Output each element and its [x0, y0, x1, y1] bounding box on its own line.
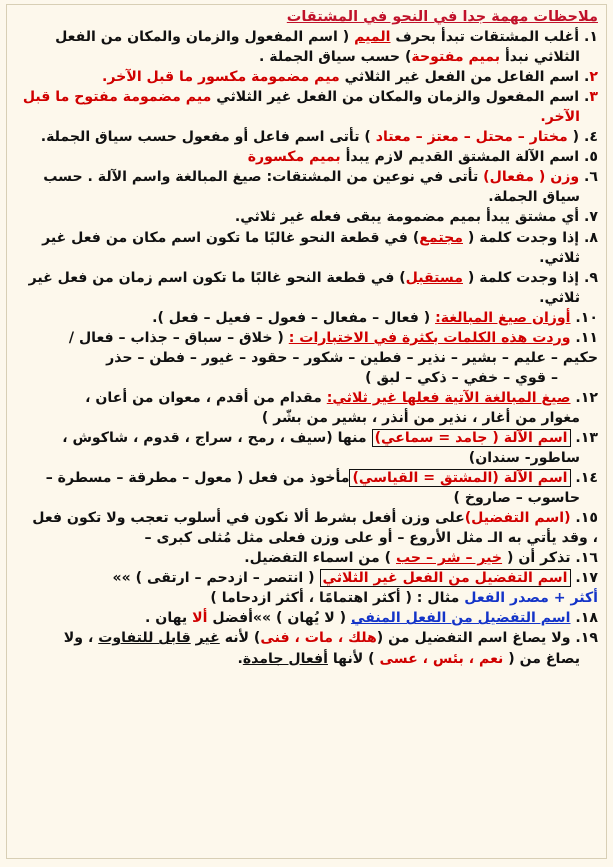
note-text: إذا وجدت كلمة (	[462, 229, 580, 246]
highlight-red: ميم مضمومة مكسور ما قبل الآخر.	[102, 69, 340, 86]
note-text: غير	[195, 630, 220, 647]
note-text: تأتى في نوعين من المشتقات: صيغ المبالغة واسم الآلة . حسب	[43, 169, 484, 186]
note-text: أفضل	[207, 610, 253, 627]
note-19: ١٩. ولا يصاغ اسم التفضيل من (هلك ، مات ، فنى) لأنه غير قابل للتفاوت ، ولا	[63, 630, 598, 647]
note-15-cont: ، وقد يأتي به الـ مثل الأروع – أو على وزن فعلى مثل مُثلى كبرى –	[144, 530, 598, 547]
note-text: إذا وجدت كلمة (	[462, 269, 580, 286]
note-text: .	[237, 650, 243, 667]
note-12-cont: مغوار من أغار ، نذير من أنذر ، بشير من بشّر )	[261, 409, 580, 426]
note-17-cont	[13, 588, 598, 608]
note-number: ٢	[589, 69, 598, 86]
highlight-blue: اسم التفضيل من الفعل المنفي	[350, 610, 571, 627]
note-number: ١١	[580, 329, 598, 346]
note-text: مقدام من أقدم ، معوان من أعان ،	[85, 389, 327, 406]
note-1: ١. أغلب المشتقات تبدأ بحرف الميم ( اسم المفعول والزمان والمكان من الفعل	[55, 29, 598, 46]
note-text: ) حسب سياق الجملة .	[259, 49, 412, 66]
highlight-red: هلك ، مات ، فنى	[260, 630, 377, 647]
highlight-red: نعم ، بئس ، عسى	[379, 650, 504, 667]
note-number: ١٤	[580, 470, 598, 487]
note-11: ١١. وردت هذه الكلمات بكثرة في الاختبارات : ( خلاق – سباق – جذاب – فعال /	[68, 329, 598, 346]
highlight-red: بميم مفتوحة	[411, 49, 501, 66]
note-19-cont	[13, 649, 598, 669]
note-17: ١٧. اسم التفضيل من الفعل غير الثلاثي ( انتصر – ازدحم – ارتقى ) »»	[112, 570, 598, 587]
note-13: ١٣. اسم الآلة ( جامد = سماعي) منها (سيف ، رمح ، سراج ، قدوم ، شاكوش ،	[62, 429, 598, 446]
note-text: ) في قطعة النحو غالبًا ما تكون اسم مكان من فعل غير	[42, 229, 420, 246]
note-2: ٢. اسم الفاعل من الفعل غير الثلاثي ميم مضمومة مكسور ما قبل الآخر.	[102, 69, 598, 86]
note-3: ٣. اسم المفعول والزمان والمكان من الفعل غير الثلاثي ميم مضمومة مفتوح ما قبل	[22, 89, 598, 106]
note-text: يهان .	[145, 610, 193, 627]
note-text: اسم المفعول والزمان والمكان من الفعل غير الثلاثي	[211, 89, 580, 106]
note-text: ) من اسماء التفضيل.	[244, 550, 396, 567]
highlight-red: مجتمع	[419, 229, 463, 246]
highlight-red: الميم	[354, 29, 391, 46]
note-text: أي مشتق يبدأ بميم مضمومة يبقى فعله غير ثلاثي.	[234, 209, 580, 226]
highlight-red: صيغ المبالغة الآتية فعلها غير ثلاثي:	[326, 389, 571, 406]
note-11-cont2: – قوي – خفي – ذكي – لبق )	[365, 369, 558, 386]
note-4: ٤. ( مختار – محتل – معتز – معتاد ) تأتى اسم فاعل أو مفعول حسب سياق الجملة.	[40, 129, 598, 146]
note-8-cont: ثلاثي.	[539, 249, 580, 266]
highlight-red: وزن ( مفعال)	[483, 169, 580, 186]
highlight-red: اسم التفضيل من الفعل غير الثلاثي	[320, 569, 571, 587]
note-18: ١٨. اسم التفضيل من الفعل المنفي ( لا يُهان ) »»أفضل ألا يهان .	[145, 610, 598, 627]
note-number: ١	[589, 29, 598, 46]
note-5: ٥. اسم الآلة المشتق القديم لازم يبدأ بميم مكسورة	[247, 149, 598, 166]
note-text: على وزن أفعل بشرط ألا نكون في أسلوب تعجب ولا تكون فعل	[32, 510, 465, 527]
note-3-cont: الآخر.	[540, 109, 580, 126]
note-text: ، ولا	[63, 630, 99, 647]
note-15: ١٥. (اسم التفضيل)على وزن أفعل بشرط ألا نكون في أسلوب تعجب ولا تكون فعل	[32, 510, 598, 527]
note-text: أغلب المشتقات تبدأ بحرف	[390, 29, 580, 46]
note-text: ( فعال – مفعال – فعول – فعيل – فعل ).	[152, 309, 436, 326]
note-16: ١٦. تذكر أن ( خير – شر – حب ) من اسماء التفضيل.	[244, 550, 598, 567]
note-text: ولا يصاغ اسم التفضيل من (	[376, 630, 571, 647]
note-text: منها (سيف ، رمح ، سراج ، قدوم ، شاكوش ،	[62, 429, 372, 446]
note-13-cont: ساطور- سندان)	[468, 450, 580, 467]
note-9: ٩. إذا وجدت كلمة ( مستقبل) في قطعة النحو غالبًا ما تكون اسم زمان من فعل غير	[28, 269, 598, 286]
note-number: ٤	[589, 129, 598, 146]
highlight-red: بميم مكسورة	[247, 149, 341, 166]
note-number: ٦	[589, 169, 598, 186]
note-text: ( لا يُهان ) »»	[252, 610, 351, 627]
note-text: ) لأنها	[327, 650, 380, 667]
note-text: مأخوذ من فعل ( معول – مطرقة – مسطرة –	[45, 470, 350, 487]
note-text: (	[567, 129, 580, 146]
note-number: ٣	[589, 89, 598, 106]
note-number: ٧	[589, 209, 598, 226]
note-text: ( خلاق – سباق – جذاب – فعال /	[68, 329, 289, 346]
note-number: ١٠	[580, 309, 598, 326]
highlight-blue: أكثر + مصدر الفعل	[464, 590, 598, 607]
highlight-red: اسم الآلة ( جامد = سماعي)	[372, 429, 571, 447]
highlight-red: أوزان صيغ المبالغة:	[435, 309, 571, 326]
note-text: مثال : ( أكثر اهتمامًا ، أكثر ازدحاما )	[210, 590, 465, 607]
note-9-cont: ثلاثي.	[539, 289, 580, 306]
highlight-red: (اسم التفضيل)	[464, 510, 571, 527]
note-number: ١٨	[580, 610, 598, 627]
note-text: الثلاثي نبدأ	[500, 49, 580, 66]
note-11-cont: حكيم – عليم – بشير – نذير – فطين – شكور – حقود – غيور – فطن – حذر	[106, 349, 598, 366]
note-12: ١٢. صيغ المبالغة الآتية فعلها غير ثلاثي: مقدام من أقدم ، معوان من أعان ،	[85, 389, 598, 406]
note-number: ١٥	[580, 510, 598, 527]
note-text: ( اسم المفعول والزمان والمكان من الفعل	[55, 29, 355, 46]
note-text: ( انتصر – ازدحم – ارتقى ) »»	[112, 570, 320, 587]
note-6-cont: سياق الجملة.	[488, 189, 580, 206]
note-text: ) تأتى اسم فاعل أو مفعول حسب سياق الجملة.	[40, 129, 376, 146]
note-7: ٧. أي مشتق يبدأ بميم مضمومة يبقى فعله غير ثلاثي.	[234, 209, 598, 226]
highlight-red: وردت هذه الكلمات بكثرة في الاختبارات :	[288, 329, 571, 346]
note-number: ٥	[589, 149, 598, 166]
note-number: ١٦	[580, 550, 598, 567]
note-1-cont	[13, 47, 598, 67]
note-text: اسم الآلة المشتق القديم لازم يبدأ	[340, 149, 580, 166]
highlight-red: خير – شر – حب	[395, 550, 503, 567]
note-text: أفعال جامدة	[242, 650, 328, 667]
note-number: ٨	[589, 229, 598, 246]
notes-page	[6, 4, 607, 859]
highlight-red: ميم مضمومة مفتوح ما قبل	[22, 89, 212, 106]
note-14-cont: حاسوب – صاروخ )	[453, 490, 580, 507]
highlight-red: مستقبل	[405, 269, 463, 286]
page-title: ملاحظات مهمة جدا في النحو في المشتقات	[286, 9, 598, 25]
note-text: ) لأنه	[219, 630, 261, 647]
note-6: ٦. وزن ( مفعال) تأتى في نوعين من المشتقات: صيغ المبالغة واسم الآلة . حسب	[43, 169, 598, 186]
highlight-red: ألا	[192, 610, 208, 627]
note-text: اسم الفاعل من الفعل غير الثلاثي	[339, 69, 580, 86]
note-text: قابل للتفاوت	[98, 630, 191, 647]
note-number: ٩	[589, 269, 598, 286]
note-text: ) في قطعة النحو غالبًا ما تكون اسم زمان من فعل غير	[28, 269, 406, 286]
note-14: ١٤. اسم الآلة (المشتق = القياسي)مأخوذ من فعل ( معول – مطرقة – مسطرة –	[45, 470, 598, 487]
highlight-red: مختار – محتل – معتز – معتاد	[375, 129, 568, 146]
note-8: ٨. إذا وجدت كلمة ( مجتمع) في قطعة النحو غالبًا ما تكون اسم مكان من فعل غير	[42, 229, 598, 246]
note-10: ١٠. أوزان صيغ المبالغة: ( فعال – مفعال – فعول – فعيل – فعل ).	[152, 309, 598, 326]
note-number: ١٧	[580, 570, 598, 587]
note-number: ١٩	[580, 630, 598, 647]
highlight-red: اسم الآلة (المشتق = القياسي)	[349, 469, 570, 487]
note-number: ١٢	[580, 389, 598, 406]
note-text: تذكر أن (	[502, 550, 571, 567]
note-number: ١٣	[580, 429, 598, 446]
note-text: يصاغ من (	[503, 650, 580, 667]
